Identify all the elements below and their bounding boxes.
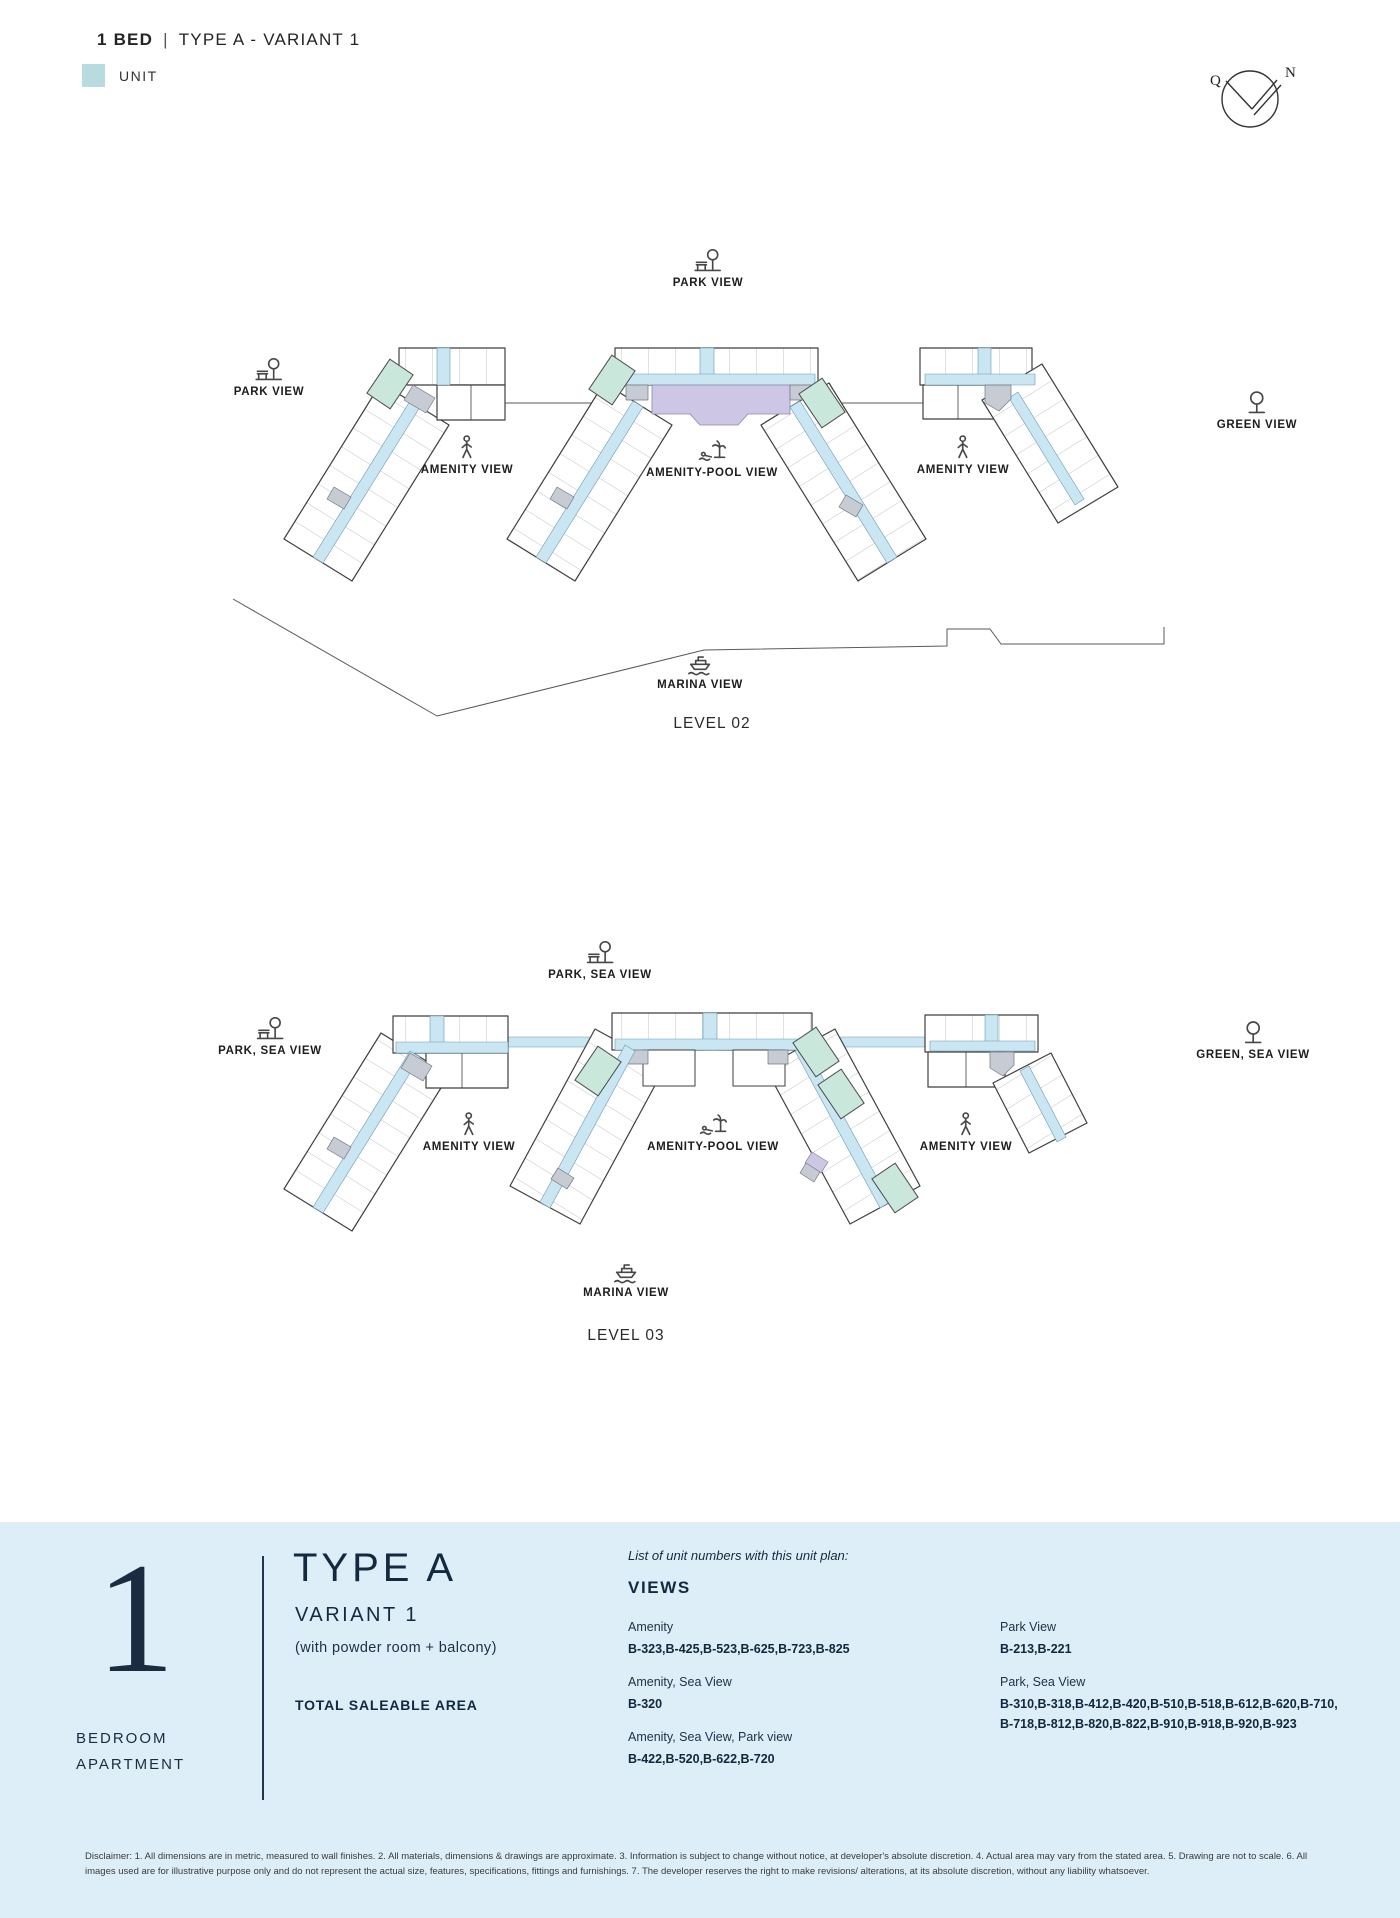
unit-legend-label: UNIT <box>119 67 158 84</box>
view-label-text: PARK, SEA VIEW <box>218 1045 322 1057</box>
view-label-text: GREEN, SEA VIEW <box>1196 1049 1310 1061</box>
unit-list-intro: List of unit numbers with this unit plan: <box>628 1548 849 1563</box>
view-group-name: Amenity, Sea View <box>628 1675 732 1689</box>
disclaimer-text: Disclaimer: 1. All dimensions are in metric, measured to wall finishes. 2. All materials, dimensions & drawings are approximate. 3. Information is subject to change without notice, at developer's absolute discretion. 4. Actual area may vary from the stated area. 5. Drawing are not to scale. 6. All images used are for illustrative purpose only and do not represent the actual size, features, specifications, fittings and furnishings. 7. The developer reserves the right to make revisions/ alterations, at its absolute discretion, without any liability whatsoever. <box>85 1851 1308 1877</box>
page-title-rest: TYPE A - VARIANT 1 <box>178 30 361 49</box>
view-group-name: Park View <box>1000 1620 1057 1634</box>
view-group-name: Amenity, Sea View, Park view <box>628 1730 793 1744</box>
view-label-text: AMENITY VIEW <box>916 464 1010 476</box>
view-label-text: MARINA VIEW <box>583 1287 669 1299</box>
view-label-text: AMENITY VIEW <box>420 464 514 476</box>
view-label-text: AMENITY VIEW <box>919 1141 1013 1153</box>
tower-c-building <box>284 348 505 581</box>
tower-c-building <box>284 1016 508 1231</box>
tower-a-building <box>920 348 1118 523</box>
views-title: VIEWS <box>628 1578 691 1597</box>
view-label-text: AMENITY-POOL VIEW <box>646 467 778 479</box>
level-03-caption: LEVEL 03 <box>587 1327 665 1344</box>
apartment-label: APARTMENT <box>76 1756 186 1774</box>
compass-q-label: Q <box>1210 73 1221 89</box>
bedroom-label: BEDROOM <box>76 1730 168 1747</box>
page-title-separator: | <box>163 30 169 49</box>
view-group-name: Park, Sea View <box>1000 1675 1086 1689</box>
bedroom-count: 1 <box>96 1531 175 1706</box>
view-label-text: GREEN VIEW <box>1216 419 1298 431</box>
level-03-plan <box>284 1013 1087 1231</box>
view-label-text: PARK, SEA VIEW <box>548 969 652 981</box>
view-label-text: MARINA VIEW <box>657 679 743 691</box>
view-group-name: Amenity <box>628 1620 674 1634</box>
view-label-text: PARK VIEW <box>233 386 305 398</box>
view-group-units: B-422,B-520,B-622,B-720 <box>628 1752 775 1766</box>
site-boundary <box>233 599 1164 716</box>
compass-icon <box>1192 52 1312 142</box>
view-label-text: AMENITY VIEW <box>422 1141 516 1153</box>
powder-room-note: (with powder room + balcony) <box>295 1640 497 1656</box>
level-02-plan <box>233 348 1164 716</box>
view-label-text: AMENITY-POOL VIEW <box>647 1141 779 1153</box>
view-group-units: B-213,B-221 <box>1000 1642 1072 1656</box>
view-group-units: B-310,B-318,B-412,B-420,B-510,B-518,B-612,B-620,B-710, B-718,B-812,B-820,B-822,B-910,B-918,B-920,B-923 <box>1000 1697 1338 1731</box>
level-02-caption: LEVEL 02 <box>673 715 751 732</box>
view-group-units: B-320 <box>628 1697 663 1711</box>
view-label-text: PARK VIEW <box>672 277 744 289</box>
tower-a-building <box>925 1015 1087 1153</box>
type-title: TYPE A <box>293 1546 458 1590</box>
compass-n-label: N <box>1285 65 1296 81</box>
total-saleable-area-title: TOTAL SALEABLE AREA <box>295 1697 478 1713</box>
view-group-units: B-323,B-425,B-523,B-625,B-723,B-825 <box>628 1642 850 1656</box>
tower-b-building <box>507 348 926 581</box>
page-title-bold: 1 BED <box>97 30 154 49</box>
variant-subtitle: VARIANT 1 <box>295 1604 420 1626</box>
